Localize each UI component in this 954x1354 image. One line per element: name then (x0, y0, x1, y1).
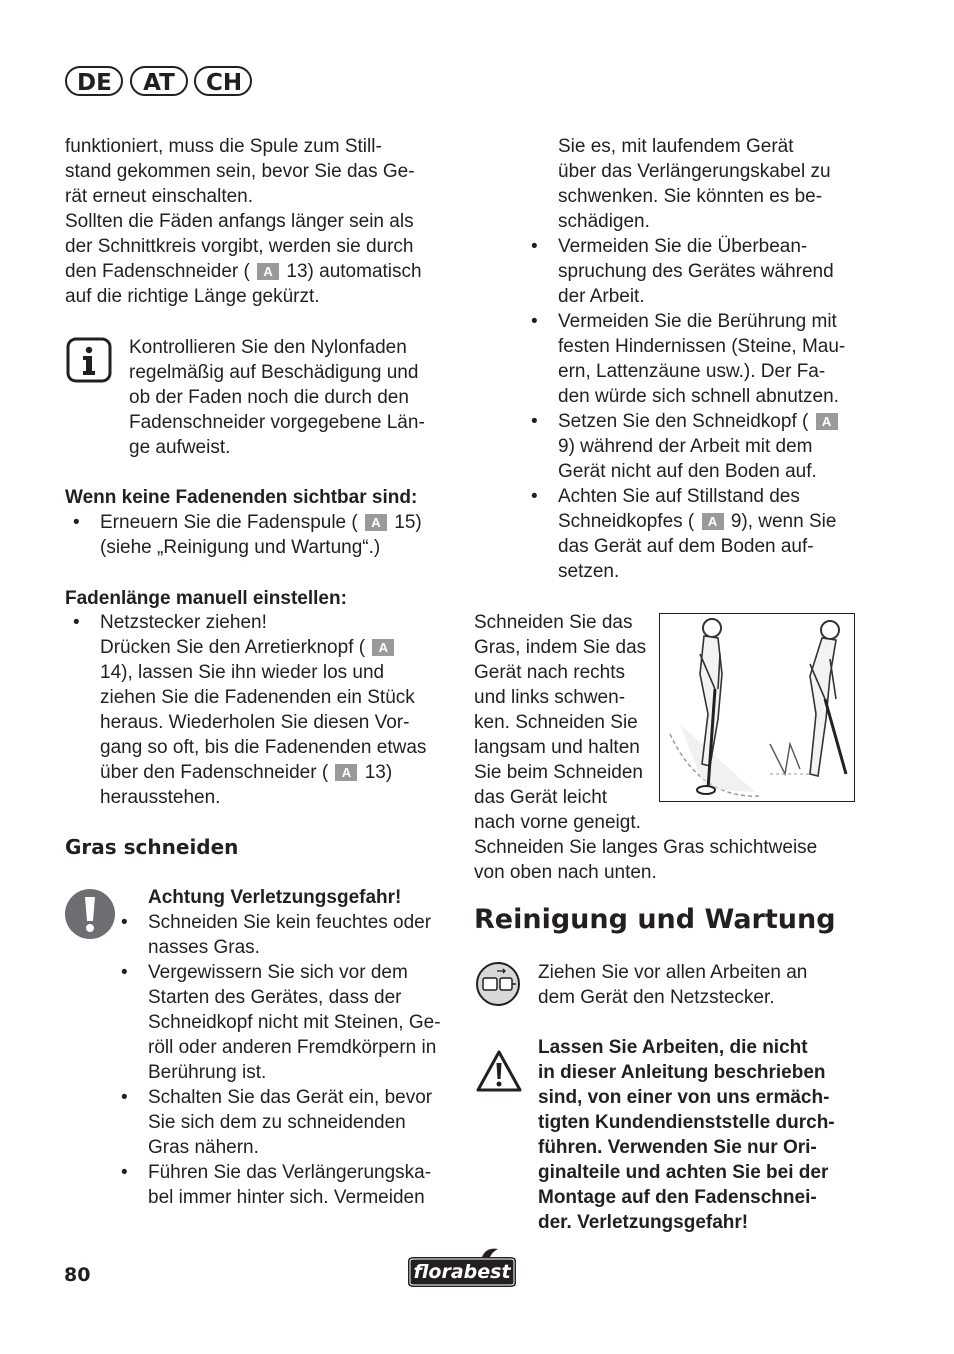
figure-a-badge: A (702, 513, 724, 530)
text-line: funktioniert, muss die Spule zum Still- (65, 136, 382, 157)
text-line: nasses Gras. (148, 937, 260, 958)
text-line: auf die richtige Länge gekürzt. (65, 286, 320, 307)
text-line: das Gerät auf dem Boden auf- (558, 536, 814, 557)
page-number: 80 (64, 1264, 91, 1286)
right-list (558, 134, 878, 584)
text-fragment: Erneuern Sie die Fadenspule ( (100, 512, 358, 533)
text-line: Sie beim Schneiden (474, 762, 643, 783)
brand-logo (406, 1247, 518, 1289)
text-fragment: 9), wenn Sie (730, 511, 837, 532)
text-line: Sollten die Fäden anfangs länger sein als (65, 211, 414, 232)
text-line: und links schwen- (474, 687, 626, 708)
manual-heading: Fadenlänge manuell einstellen: (65, 588, 347, 609)
text-line: heraus. Wiederholen Sie diesen Vor- (100, 712, 410, 733)
text-line: bel immer hinter sich. Vermeiden (148, 1187, 425, 1208)
text-line: Schneiden Sie langes Gras schichtweise (474, 837, 818, 858)
unplug-icon (475, 961, 521, 1012)
text-line: ginalteile und achten Sie bei der (538, 1162, 829, 1183)
exclamation-icon (64, 888, 116, 945)
text-fragment: 15) (394, 512, 422, 533)
text-line: Ziehen Sie vor allen Arbeiten an (538, 962, 808, 983)
figure-a-badge: A (816, 413, 838, 430)
trimmer-illustration (659, 613, 855, 802)
text-line: Sie sich dem zu schneidenden (148, 1112, 406, 1133)
text-line: das Gerät leicht (474, 787, 608, 808)
text-line: regelmäßig auf Beschädigung und (129, 362, 419, 383)
unplug-note (538, 960, 858, 1010)
text-line: von oben nach unten. (474, 862, 657, 883)
text-line: langsam und halten (474, 737, 640, 758)
lang-badge-ch: CH (194, 66, 252, 96)
text-fragment: 13) (364, 762, 393, 783)
text-line: (siehe „Reinigung und Wartung“.) (100, 537, 381, 558)
brand-name: florabest (413, 1261, 511, 1283)
text-line: nach vorne geneigt. (474, 812, 641, 833)
manual-list (100, 610, 460, 810)
text-fragment: 13) automatisch (286, 261, 422, 282)
lang-badge-de: DE (65, 66, 123, 96)
text-line: Schneidkopf nicht mit Steinen, Ge- (148, 1012, 441, 1033)
gras-heading: Gras schneiden (65, 835, 239, 859)
figure-a-badge: A (365, 514, 387, 531)
text-fragment: Drücken Sie den Arretierknopf ( (100, 637, 366, 658)
text-line (65, 259, 455, 284)
text-line: Kontrollieren Sie den Nylonfaden (129, 337, 407, 358)
text-line: schwenken. Sie könnten es be- (558, 186, 823, 207)
text-line: spruchung des Gerätes während (558, 261, 834, 282)
text-line: Gras, indem Sie das (474, 637, 647, 658)
text-line: Lassen Sie Arbeiten, die nicht (538, 1037, 808, 1058)
text-line: ziehen Sie die Fadenenden ein Stück (100, 687, 415, 708)
text-line (100, 760, 460, 785)
lang-badge-at: AT (130, 66, 188, 96)
no-ends-heading: Wenn keine Fadenenden sichtbar sind: (65, 487, 418, 508)
text-line: Montage auf den Fadenschnei- (538, 1187, 817, 1208)
warn-list (148, 885, 458, 1210)
text-line: Fadenschneider vorgegebene Län- (129, 412, 425, 433)
warn2-note (538, 1035, 868, 1235)
figure-a-badge: A (335, 764, 357, 781)
text-line: der Arbeit. (558, 286, 645, 307)
text-line: Gerät nicht auf den Boden auf. (558, 461, 817, 482)
text-line: führen. Verwenden Sie nur Ori- (538, 1137, 817, 1158)
text-line: herausstehen. (100, 787, 221, 808)
text-line: röll oder anderen Fremdkörpern in (148, 1037, 437, 1058)
list-item: • Führen Sie das Verlängerungska- (148, 1160, 458, 1185)
text-line (100, 635, 460, 660)
text-line: der Schnittkreis vorgibt, werden sie durch (65, 236, 414, 257)
info-icon (66, 337, 112, 388)
warning-triangle-icon (475, 1049, 523, 1098)
text-line: den würde sich schnell abnutzen. (558, 386, 839, 407)
text-line: stand gekommen sein, bevor Sie das Ge- (65, 161, 415, 182)
text-line: schädigen. (558, 211, 650, 232)
text-line: der. Verletzungsgefahr! (538, 1212, 749, 1233)
text-line: ob der Faden noch die durch den (129, 387, 409, 408)
text-line: ken. Schneiden Sie (474, 712, 638, 733)
text-line: Sie es, mit laufendem Gerät (558, 136, 794, 157)
list-item: • Netzstecker ziehen! (100, 610, 460, 635)
text-line: Schneiden Sie das (474, 612, 633, 633)
figure-a-badge: A (372, 639, 394, 656)
text-fragment: den Fadenschneider ( (65, 261, 250, 282)
figure-a-badge: A (257, 263, 279, 280)
list-item: • Vergewissern Sie sich vor dem (148, 960, 458, 985)
list-item (100, 510, 460, 535)
list-item: • Achten Sie auf Stillstand des (558, 484, 878, 509)
text-line: Gerät nach rechts (474, 662, 626, 683)
text-line: gang so oft, bis die Fadenenden etwas (100, 737, 427, 758)
text-line: in dieser Anleitung beschrieben (538, 1062, 826, 1083)
text-line: Starten des Gerätes, dass der (148, 987, 402, 1008)
cut-paragraph (474, 610, 818, 885)
reinigung-heading: Reinigung und Wartung (474, 904, 836, 935)
text-line: über das Verlängerungskabel zu (558, 161, 831, 182)
text-line: Gras nähern. (148, 1137, 259, 1158)
text-line: 9) während der Arbeit mit dem (558, 436, 813, 457)
info-note (129, 335, 459, 460)
text-line: 14), lassen Sie ihn wieder los und (100, 662, 385, 683)
text-line: sind, von einer von uns ermäch- (538, 1087, 830, 1108)
warn-heading: Achtung Verletzungsgefahr! (148, 887, 402, 908)
intro-paragraph (65, 134, 455, 309)
text-line: dem Gerät den Netzstecker. (538, 987, 775, 1008)
text-line: tigten Kundendienststelle durch- (538, 1112, 835, 1133)
no-ends-list (100, 510, 460, 560)
text-line: rät erneut einschalten. (65, 186, 254, 207)
text-line: festen Hindernissen (Steine, Mau- (558, 336, 846, 357)
text-line: ge aufweist. (129, 437, 231, 458)
text-fragment: Schneidkopfes ( (558, 511, 695, 532)
list-item: • Vermeiden Sie die Berührung mit (558, 309, 878, 334)
list-item: • Vermeiden Sie die Überbean- (558, 234, 878, 259)
text-line (558, 509, 878, 534)
text-line: ern, Lattenzäune usw.). Der Fa- (558, 361, 826, 382)
text-fragment: Setzen Sie den Schneidkopf ( (558, 411, 809, 432)
list-item: • Schneiden Sie kein feuchtes oder (148, 910, 458, 935)
text-line: setzen. (558, 561, 620, 582)
text-fragment: über den Fadenschneider ( (100, 762, 329, 783)
text-line: Berührung ist. (148, 1062, 267, 1083)
list-item: • Schalten Sie das Gerät ein, bevor (148, 1085, 458, 1110)
list-item (558, 409, 878, 434)
